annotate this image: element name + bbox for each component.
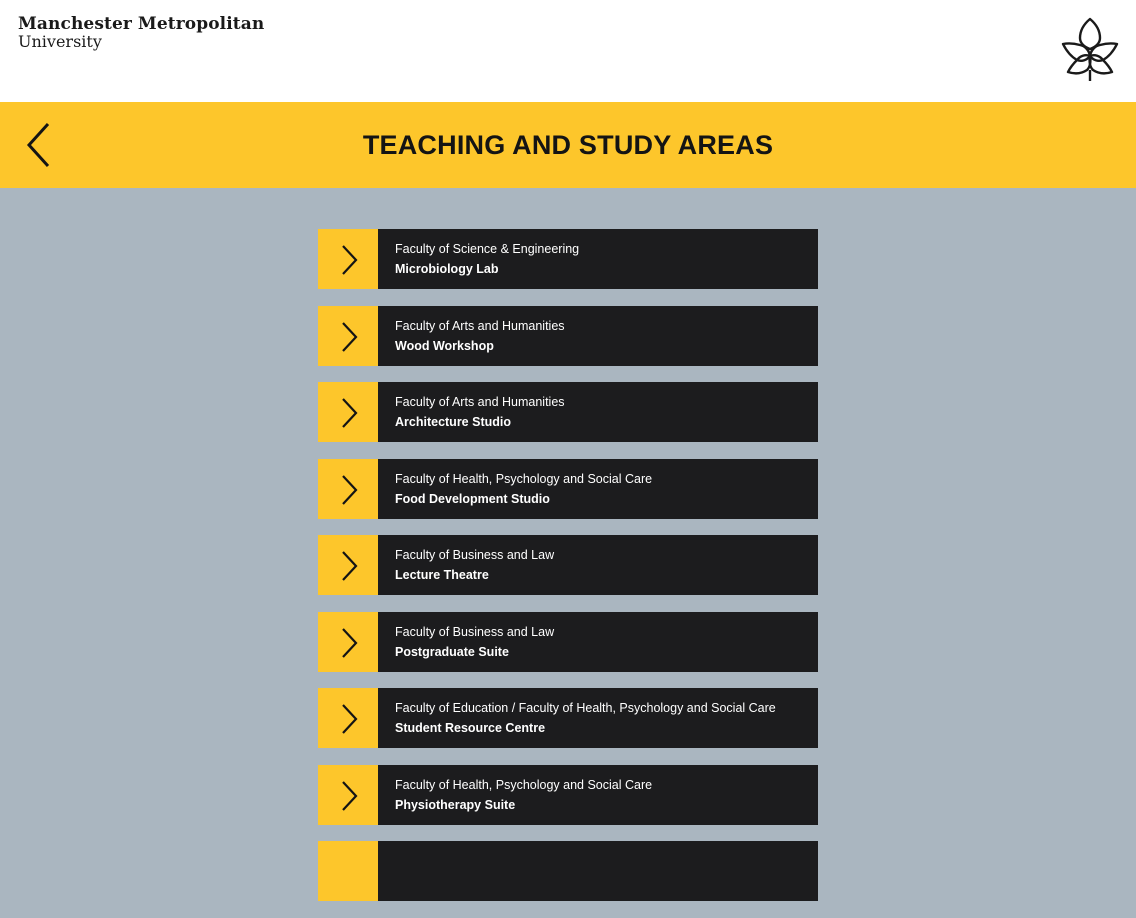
item-text (395, 241, 579, 277)
item-area: Physiotherapy Suite (395, 797, 516, 812)
item-faculty: Faculty of Health, Psychology and Social Care (395, 471, 653, 486)
list-item[interactable] (318, 306, 818, 366)
item-text (395, 318, 565, 354)
chevron-right-icon (338, 321, 360, 353)
item-text (395, 777, 652, 813)
item-faculty: Faculty of Arts and Humanities (395, 318, 565, 333)
chevron-right-icon (338, 550, 360, 582)
item-arrow-box (318, 841, 378, 901)
item-faculty: Faculty of Business and Law (395, 624, 555, 639)
university-logo-text (18, 15, 264, 51)
item-text (395, 624, 554, 660)
list-item[interactable] (318, 765, 818, 825)
item-arrow-box (318, 688, 378, 748)
item-arrow-box (318, 612, 378, 672)
item-arrow-box (318, 306, 378, 366)
list-item-partial[interactable] (318, 841, 818, 901)
item-faculty: Faculty of Arts and Humanities (395, 395, 565, 409)
item-arrow-box (318, 459, 378, 519)
brand-name-line1: Manchester Metropolitan (18, 14, 265, 34)
brand-name-line2: University (18, 32, 102, 51)
list-item[interactable] (318, 535, 818, 595)
back-button[interactable] (18, 120, 62, 170)
item-area: Microbiology Lab (395, 262, 499, 276)
item-area: Student Resource Centre (395, 721, 546, 735)
list-item[interactable] (318, 382, 818, 442)
chevron-right-icon (338, 244, 360, 276)
item-text (395, 547, 554, 583)
item-arrow-box (318, 535, 378, 595)
item-area: Food Development Studio (395, 491, 550, 506)
chevron-right-icon (338, 780, 360, 812)
item-faculty: Faculty of Business and Law (395, 548, 555, 562)
item-faculty: Faculty of Health, Psychology and Social Care (395, 777, 653, 792)
item-area: Architecture Studio (395, 415, 511, 429)
item-arrow-box (318, 229, 378, 289)
item-area: Wood Workshop (395, 338, 494, 353)
chevron-right-icon (338, 474, 360, 506)
list-item[interactable] (318, 229, 818, 289)
item-area: Lecture Theatre (395, 568, 489, 582)
chevron-right-icon (338, 397, 360, 429)
study-areas-list (318, 229, 818, 918)
chevron-right-icon (338, 703, 360, 735)
item-faculty: Faculty of Education / Faculty of Health, Psychology and Social Care (395, 701, 776, 715)
list-item[interactable] (318, 688, 818, 748)
item-area: Postgraduate Suite (395, 644, 509, 659)
item-arrow-box (318, 765, 378, 825)
chevron-left-icon (18, 120, 62, 170)
top-header (0, 0, 1136, 102)
university-emblem-icon (1058, 16, 1122, 84)
title-bar (0, 102, 1136, 188)
item-text (395, 471, 652, 507)
item-text (395, 394, 565, 430)
item-faculty: Faculty of Science & Engineering (395, 242, 580, 256)
item-text (395, 700, 776, 736)
chevron-right-icon (338, 627, 360, 659)
item-arrow-box (318, 382, 378, 442)
page-title: TEACHING AND STUDY AREAS (362, 130, 774, 160)
list-item[interactable] (318, 459, 818, 519)
list-item[interactable] (318, 612, 818, 672)
